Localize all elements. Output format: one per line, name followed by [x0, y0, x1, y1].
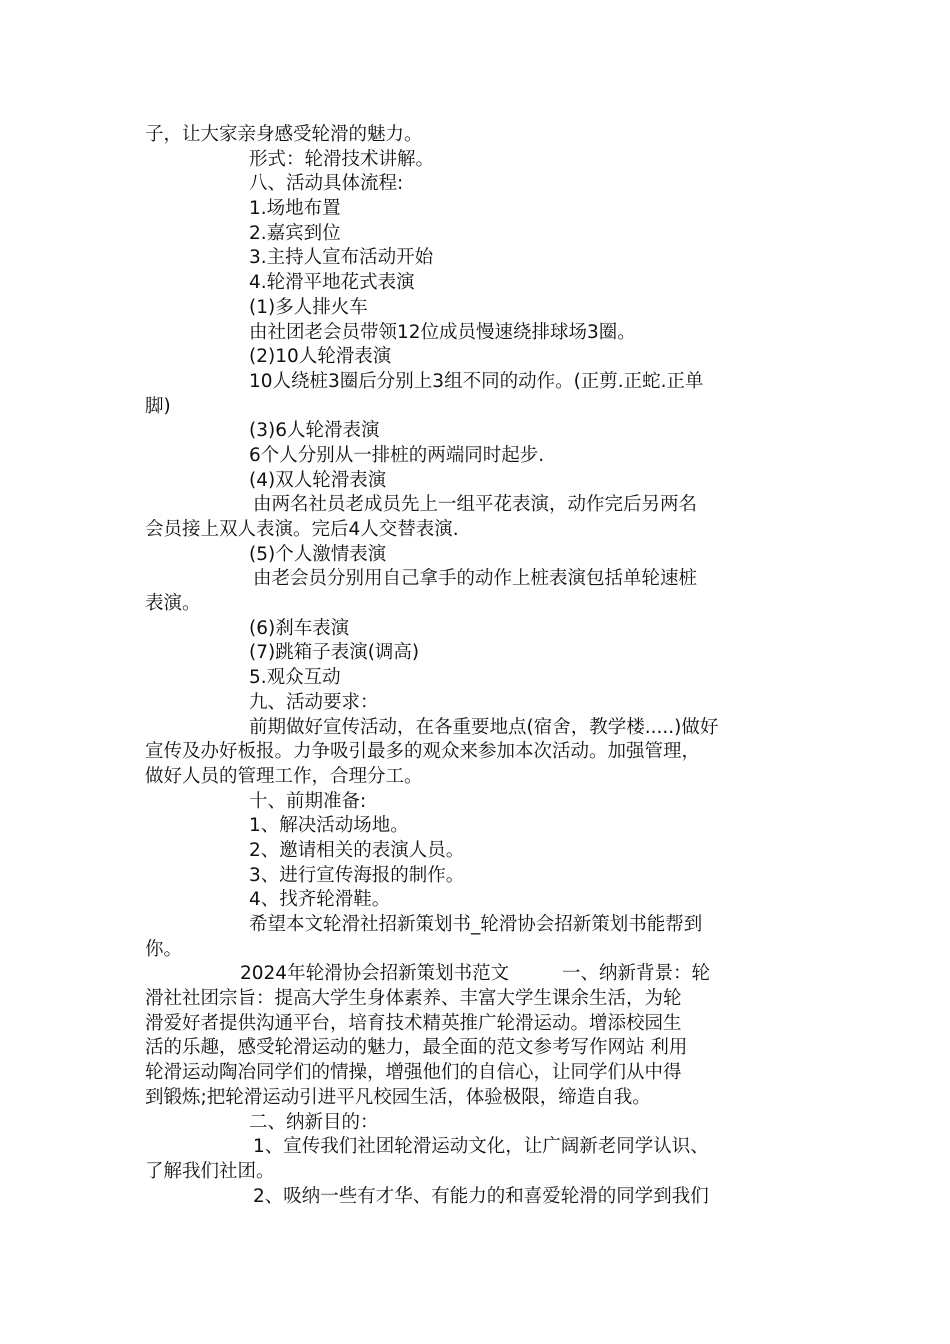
text-line: 由社团老会员带领12位成员慢速绕排球场3圈。: [249, 321, 636, 343]
text-line: 1、宣传我们社团轮滑运动文化，让广阔新老同学认识、: [253, 1136, 709, 1158]
text-line: 表演。: [145, 593, 201, 615]
document-body: [145, 123, 810, 1209]
text-line: 脚): [145, 395, 171, 417]
text-line: (7)跳箱子表演(调高): [249, 642, 420, 664]
text-line: 你。: [145, 938, 183, 960]
text-line: 滑社社团宗旨：提高大学生身体素养、丰富大学生课余生活，为轮: [145, 988, 682, 1010]
text-line: 由两名社员老成员先上一组平花表演，动作完后另两名: [253, 494, 698, 516]
text-line: 宣传及办好板报。力争吸引最多的观众来参加本次活动。加强管理，: [145, 741, 701, 763]
text-line: 了解我们社团。: [145, 1160, 275, 1182]
text-line: (6)刹车表演: [249, 617, 350, 639]
text-line: 4.轮滑平地花式表演: [249, 272, 415, 294]
text-line: (5)个人激情表演: [249, 543, 387, 565]
text-line: 2.嘉宾到位: [249, 222, 341, 244]
text-line: 2、吸纳一些有才华、有能力的和喜爱轮滑的同学到我们: [253, 1185, 709, 1207]
text-line: 活的乐趣，感受轮滑运动的魅力，最全面的范文参考写作网站 利用: [145, 1037, 688, 1059]
text-line: (2)10人轮滑表演: [249, 346, 392, 368]
text-line: 九、活动要求：: [249, 691, 379, 713]
text-line: 轮滑运动陶冶同学们的情操，增强他们的自信心，让同学们从中得: [145, 1062, 682, 1084]
text-line: 做好人员的管理工作，合理分工。: [145, 765, 423, 787]
text-line: (3)6人轮滑表演: [249, 420, 380, 442]
text-line: 由老会员分别用自己拿手的动作上桩表演包括单轮速桩: [253, 568, 698, 590]
text-line: 十、前期准备:: [249, 790, 367, 812]
text-line: 10人绕桩3圈后分别上3组不同的动作。(正剪.正蛇.正单: [249, 370, 704, 392]
text-line: 6个人分别从一排桩的两端同时起步.: [249, 444, 545, 466]
text-line: 2、邀请相关的表演人员。: [249, 839, 465, 861]
text-line: 3、进行宣传海报的制作。: [249, 864, 465, 886]
text-line: 子，让大家亲身感受轮滑的魅力。: [145, 124, 423, 145]
text-line: 希望本文轮滑社招新策划书_轮滑协会招新策划书能帮到: [249, 914, 703, 935]
text-line: 1.场地布置: [249, 198, 341, 220]
text-line: 形式：轮滑技术讲解。: [249, 148, 435, 170]
text-line: 到锻炼;把轮滑运动引进平凡校园生活，体验极限，缔造自我。: [145, 1086, 651, 1108]
text-line: 八、活动具体流程:: [249, 173, 404, 195]
text-line: 3.主持人宣布活动开始: [249, 247, 434, 269]
text-line: 前期做好宣传活动，在各重要地点(宿舍，教学楼.....)做好: [249, 716, 719, 738]
text-line: 滑爱好者提供沟通平台，培育技术精英推广轮滑运动。增添校园生: [145, 1012, 682, 1034]
text-line: (4)双人轮滑表演: [249, 469, 387, 491]
text-line: 会员接上双人表演。完后4人交替表演.: [145, 519, 459, 540]
text-line: 4、找齐轮滑鞋。: [249, 889, 391, 911]
text-line: (1)多人排火车: [249, 296, 368, 318]
text-line: 5.观众互动: [249, 667, 341, 689]
text-line: 二、纳新目的：: [249, 1111, 379, 1133]
text-line: 2024年轮滑协会招新策划书范文 一、纳新背景：轮: [240, 963, 711, 985]
text-line: 1、解决活动场地。: [249, 815, 409, 837]
